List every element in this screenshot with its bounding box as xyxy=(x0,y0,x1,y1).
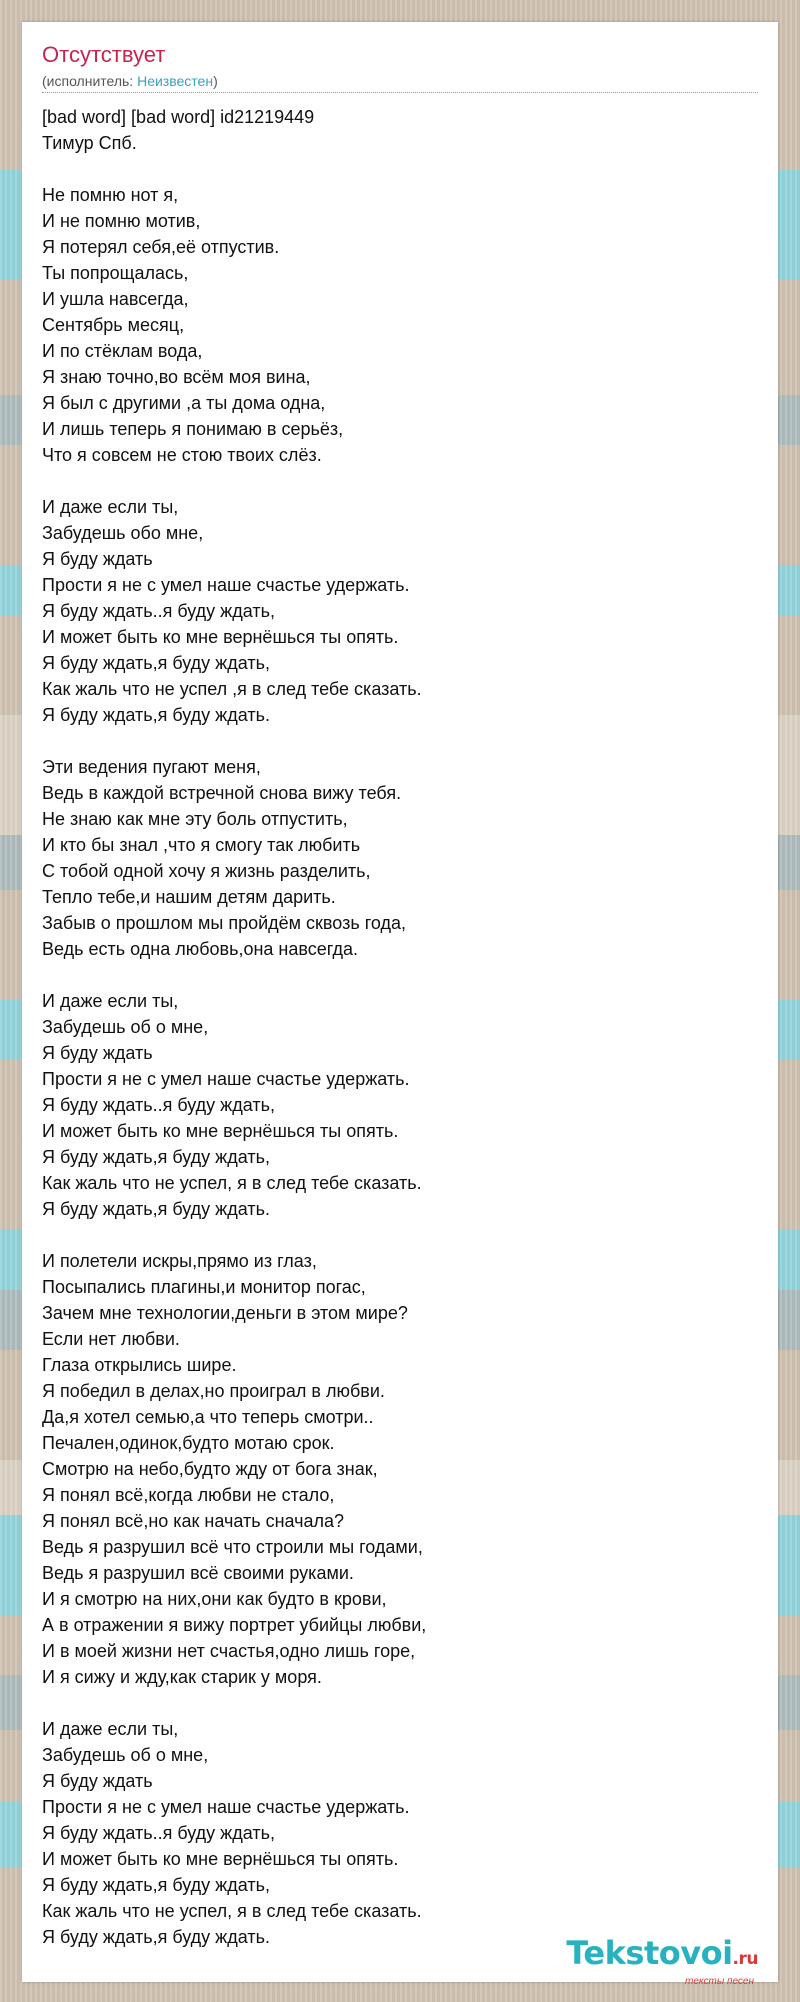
logo-name: Tekstovoi xyxy=(566,1934,733,1972)
lyric-blank-line xyxy=(42,1222,758,1248)
lyric-blank-line xyxy=(42,1690,758,1716)
lyric-line: Я понял всё,но как начать сначала? xyxy=(42,1511,345,1531)
lyric-line: Смотрю на небо,будто жду от бога знак, xyxy=(42,1459,378,1479)
lyric-line: И кто бы знал ,что я смогу так любить xyxy=(42,835,361,855)
lyric-line: Ведь я разрушил всё что строили мы годами, xyxy=(42,1537,423,1557)
lyric-line: Ведь я разрушил всё своими руками. xyxy=(42,1563,354,1583)
lyric-line: Ведь есть одна любовь,она навсегда. xyxy=(42,939,359,959)
lyric-line: Как жаль что не успел ,я в след тебе сказать. xyxy=(42,679,422,699)
lyric-line: Я знаю точно,во всём моя вина, xyxy=(42,367,311,387)
artist-link[interactable]: Неизвестен xyxy=(137,73,214,89)
lyric-line: И даже если ты, xyxy=(42,991,179,1011)
lyric-line: И я сижу и жду,как старик у моря. xyxy=(42,1667,322,1687)
tekstovoi-logo[interactable] xyxy=(566,1936,758,1988)
lyric-line: И даже если ты, xyxy=(42,1719,179,1739)
lyric-line: Прости я не с умел наше счастье удержать. xyxy=(42,575,410,595)
lyric-line: Да,я хотел семью,а что теперь смотри.. xyxy=(42,1407,374,1427)
lyric-line: Я буду ждать..я буду ждать, xyxy=(42,1095,275,1115)
lyric-line: Если нет любви. xyxy=(42,1329,180,1349)
lyric-line: Я буду ждать,я буду ждать. xyxy=(42,705,270,725)
lyric-line: С тобой одной хочу я жизнь разделить, xyxy=(42,861,371,881)
lyric-line: Забудешь обо мне, xyxy=(42,523,204,543)
song-title: Отсутствует xyxy=(42,42,166,67)
lyric-line: Я буду ждать xyxy=(42,1771,153,1791)
lyric-blank-line xyxy=(42,728,758,754)
lyric-line: Забудешь об о мне, xyxy=(42,1017,209,1037)
lyric-line: Тимур Спб. xyxy=(42,133,137,153)
lyric-line: И я смотрю на них,они как будто в крови, xyxy=(42,1589,387,1609)
lyric-line: А в отражении я вижу портрет убийцы любви, xyxy=(42,1615,427,1635)
lyric-line: Я буду ждать,я буду ждать. xyxy=(42,1927,270,1947)
lyric-line: Сентябрь месяц, xyxy=(42,315,185,335)
lyric-line: Я понял всё,когда любви не стало, xyxy=(42,1485,335,1505)
lyric-line: Я буду ждать..я буду ждать, xyxy=(42,601,275,621)
lyric-line: [bad word] [bad word] id21219449 xyxy=(42,107,315,127)
lyric-line: Я буду ждать xyxy=(42,1043,153,1063)
artist-suffix: ) xyxy=(213,73,218,89)
lyric-line: Тепло тебе,и нашим детям дарить. xyxy=(42,887,336,907)
lyric-line: Забудешь об о мне, xyxy=(42,1745,209,1765)
lyric-line: Я потерял себя,её отпустив. xyxy=(42,237,280,257)
lyrics-text xyxy=(42,104,758,1950)
lyric-line: Прости я не с умел наше счастье удержать. xyxy=(42,1797,410,1817)
lyric-line: Ведь в каждой встречной снова вижу тебя. xyxy=(42,783,402,803)
lyric-line: Как жаль что не успел, я в след тебе сказать. xyxy=(42,1901,422,1921)
lyric-line: И может быть ко мне вернёшься ты опять. xyxy=(42,1849,399,1869)
lyric-line: И по стёклам вода, xyxy=(42,341,203,361)
lyric-line: И не помню мотив, xyxy=(42,211,201,231)
lyric-line: Эти ведения пугают меня, xyxy=(42,757,261,777)
lyric-line: И в моей жизни нет счастья,одно лишь горе, xyxy=(42,1641,416,1661)
lyric-line: И может быть ко мне вернёшься ты опять. xyxy=(42,1121,399,1141)
lyric-line: Забыв о прошлом мы пройдём сквозь года, xyxy=(42,913,407,933)
lyric-line: Посыпались плагины,и монитор погас, xyxy=(42,1277,366,1297)
logo-wordmark xyxy=(566,1936,758,1976)
artist-prefix: (исполнитель: xyxy=(42,73,138,89)
lyric-line: Глаза открылись шире. xyxy=(42,1355,237,1375)
logo-tld: .ru xyxy=(732,1949,758,1969)
logo-tagline: тексты песен xyxy=(685,1976,754,1987)
lyric-line: И ушла навсегда, xyxy=(42,289,189,309)
lyric-line: И даже если ты, xyxy=(42,497,179,517)
lyric-blank-line xyxy=(42,468,758,494)
lyric-line: И может быть ко мне вернёшься ты опять. xyxy=(42,627,399,647)
lyric-line: Ты попрощалась, xyxy=(42,263,189,283)
lyric-line: Прости я не с умел наше счастье удержать. xyxy=(42,1069,410,1089)
title-divider xyxy=(42,92,758,93)
lyric-line: Печален,одинок,будто мотаю срок. xyxy=(42,1433,335,1453)
lyric-line: Я буду ждать,я буду ждать, xyxy=(42,653,270,673)
lyric-line: Что я совсем не стою твоих слёз. xyxy=(42,445,322,465)
lyric-line: Я был с другими ,а ты дома одна, xyxy=(42,393,326,413)
lyric-line: Я буду ждать,я буду ждать. xyxy=(42,1199,270,1219)
lyric-line: Как жаль что не успел, я в след тебе сказать. xyxy=(42,1173,422,1193)
lyrics-card xyxy=(22,22,778,1987)
lyric-line: Зачем мне технологии,деньги в этом мире? xyxy=(42,1303,408,1323)
artist-line xyxy=(42,72,218,90)
lyric-blank-line xyxy=(42,156,758,182)
lyric-blank-line xyxy=(42,962,758,988)
lyric-line: И лишь теперь я понимаю в серьёз, xyxy=(42,419,344,439)
lyric-line: Я буду ждать,я буду ждать, xyxy=(42,1875,270,1895)
lyric-line: Я победил в делах,но проиграл в любви. xyxy=(42,1381,385,1401)
lyric-line: Не знаю как мне эту боль отпустить, xyxy=(42,809,348,829)
lyric-line: Я буду ждать..я буду ждать, xyxy=(42,1823,275,1843)
lyric-line: Не помню нот я, xyxy=(42,185,179,205)
lyric-line: И полетели искры,прямо из глаз, xyxy=(42,1251,317,1271)
lyric-line: Я буду ждать xyxy=(42,549,153,569)
lyric-line: Я буду ждать,я буду ждать, xyxy=(42,1147,270,1167)
